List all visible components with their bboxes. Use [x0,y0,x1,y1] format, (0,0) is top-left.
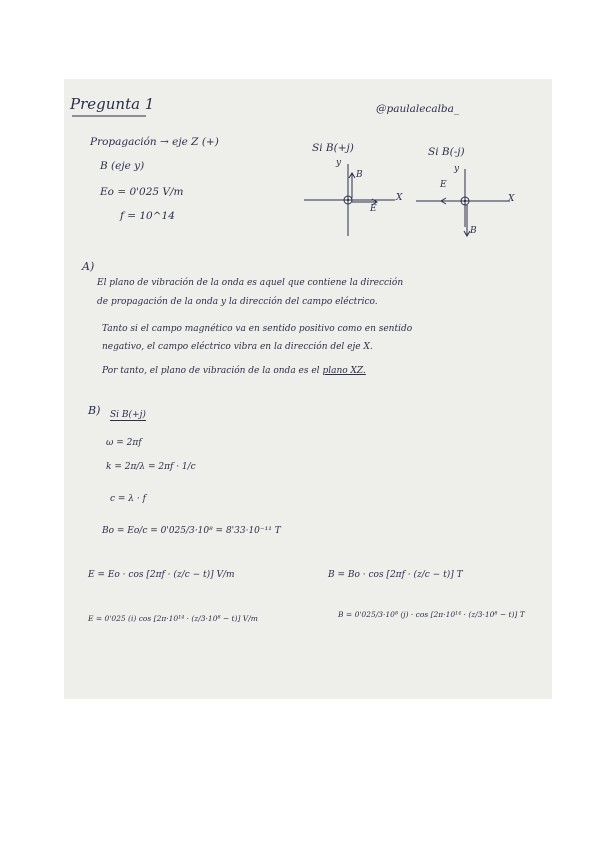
title-underline [70,114,150,118]
b-vector-eq: B = Bo · cos [2πf · (z/c − t)] T [328,570,463,580]
b-final-eq: B = 0'025/3·10⁸ (j) · cos [2π·10¹⁴ · (z/3·10⁸ − t)] T [338,610,525,619]
e0-text: Eo = 0'025 V/m [100,186,184,198]
section-a-marker: A) [82,260,95,273]
section-a-p3-prefix: Por tanto, el plano de vibración de la onda es el [102,366,320,376]
diagram-right-y: y [454,164,460,174]
diagram-left-label: Si B(+j) [312,142,354,154]
section-a-p1-line2: de propagación de la onda y la dirección del campo eléctrico. [97,297,378,307]
diagram-left-b: B [356,170,363,180]
section-b-marker: B) [88,404,101,417]
c-eq: c = λ · f [110,494,146,504]
section-a-p2-line2: negativo, el campo eléctrico vibra en la dirección del eje X. [102,342,373,352]
diagram-right-label: Si B(-j) [428,146,465,158]
b-axis-text: B (eje y) [100,160,145,172]
b0-eq: Bo = Eo/c = 0'025/3·10⁸ = 8'33·10⁻¹¹ T [102,526,281,536]
diagram-left-axes [300,160,410,240]
diagram-right-x: X [508,194,515,204]
omega-eq: ω = 2πf [106,438,142,448]
section-a-p1-line1: El plano de vibración de la onda es aquel que contiene la dirección [97,278,404,288]
author-handle: @paulalecalba_ [376,103,460,115]
section-a-p3-plane: plano XZ. [322,366,366,376]
section-a-p2-line1: Tanto si el campo magnético va en sentido positivo como en sentido [102,324,413,334]
diagram-left-e: E [370,204,377,214]
page-title: Pregunta 1 [70,95,155,113]
e-final-eq: E = 0'025 (i) cos [2π·10¹⁴ · (z/3·10⁸ − t)] V/m [88,614,258,623]
f-text: f = 10^14 [120,210,175,222]
diagram-left-x: X [396,193,403,203]
diagram-right-axes [412,165,522,245]
k-eq: k = 2π/λ = 2πf · 1/c [106,462,196,472]
diagram-right-e: E [440,180,447,190]
section-a-p3 [102,366,366,376]
diagram-left-y: y [336,158,342,168]
diagram-right-b: B [470,226,477,236]
section-b-case: Si B(+j) [110,410,146,420]
e-vector-eq: E = Eo · cos [2πf · (z/c − t)] V/m [88,570,235,580]
propagation-text: Propagación → eje Z (+) [90,136,219,148]
